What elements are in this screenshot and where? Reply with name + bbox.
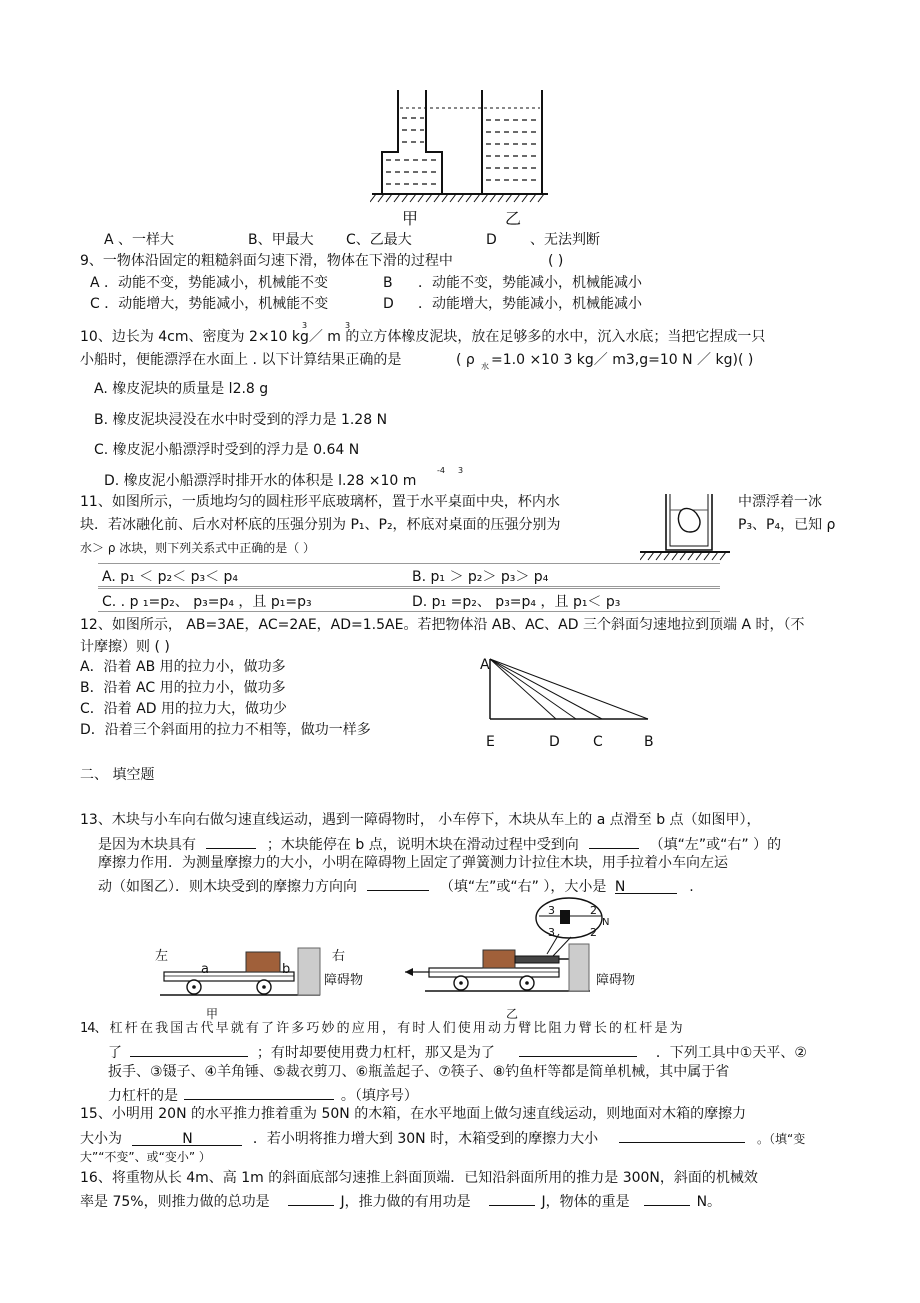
q8-option-d-text: 、无法判断 <box>530 232 600 248</box>
q12-option-a: A．沿着 AB 用的拉力小，做功多 <box>80 659 286 675</box>
q10-sup-3c: 3 <box>458 466 464 475</box>
q15-unit-n: N <box>182 1131 193 1147</box>
q11-stem-line1-right: 中漂浮着一冰 <box>738 494 822 510</box>
q15-blank-1[interactable] <box>132 1131 242 1146</box>
direction-right-label: 右 <box>332 949 346 964</box>
cart-figure-jia <box>160 944 330 1004</box>
q10-sup-3b: 3 <box>345 321 351 330</box>
q10-stem-line2: 小船时，便能漂浮在水面上 . 以下计算结果正确的是 <box>80 352 402 368</box>
q8-option-a: A 、一样大 <box>104 232 175 248</box>
q13-line4-b: （填“左”或“右” ），大小是 <box>439 879 607 895</box>
q11-option-a: A. p₁ ＜ p₂＜ p₃＜ p₄ <box>102 569 239 585</box>
q16-line1: 16、将重物从长 4m、高 1m 的斜面底部匀速推上斜面顶端．已知沿斜面所用的推力是 300N，斜面的机械效 <box>80 1170 758 1186</box>
q11-stem-line2-right: P₃、P₄，已知 ρ <box>738 517 836 533</box>
obstacle-label-yi: 障碍物 <box>596 973 636 988</box>
figure-label-jia: 甲 <box>402 209 419 228</box>
dial-tick-3b: 3 <box>548 926 555 939</box>
q15-line2-a: 大小为 <box>80 1131 122 1147</box>
q11-option-d: D. p₁ =p₂、 p₃=p₄ ，且 p₁＜ p₃ <box>412 594 621 610</box>
dial-tick-2: 2 <box>590 904 597 917</box>
incline-point-c: C <box>593 734 603 750</box>
q13-line4-a: 动（如图乙）．则木块受到的摩擦力方向向 <box>98 879 357 895</box>
q9-option-b: B <box>383 275 393 291</box>
q8-option-c: C、乙最大 <box>346 232 412 248</box>
figure-yi-caption: 乙 <box>506 1007 519 1021</box>
q13-line1: 13、木块与小车向右做匀速直线运动，遇到一障碍物时， 小车停下，木块从车上的 a 点滑至 b 点（如图甲）， <box>80 812 761 828</box>
q11-option-b: B. p₁ ＞ p₂＞ p₃＞ p₄ <box>412 569 549 585</box>
q9-stem: 9、一物体沿固定的粗糙斜面匀速下滑，物体在下滑的过程中 <box>80 253 453 269</box>
q14-line1: 14、 杠 杆 在 我 国 古 代 早 就 有 了 许 多 巧 妙 的 应 用 ， 有 时 人 们 使 用 动 力 臂 比 阻 力 臂 长 的 杠 杆 是 为 <box>80 1021 682 1036</box>
q16-line2-b: J，推力做的有用功是 <box>340 1194 471 1210</box>
q11-stem-line3: 水＞ ρ 冰块，则下列关系式中正确的是（ ） <box>80 541 316 555</box>
q9-option-b-text: ．动能不变，势能减小，机械能减小 <box>418 275 642 291</box>
q14-line3: 扳手、③镊子、④羊角锤、⑤裁衣剪刀、⑥瓶盖起子、⑦筷子、⑧钓鱼杆等都是简单机械，其中属于省 <box>108 1064 730 1080</box>
q10-stem-constants: =1.0 ×10 3 kg／ m3,g=10 N ／ kg)( ) <box>491 352 754 368</box>
q9-option-d-text: ．动能增大，势能减小，机械能减小 <box>418 296 642 312</box>
dial-unit-n: N <box>602 917 610 928</box>
q14-line2 <box>108 1042 807 1062</box>
incline-point-d: D <box>549 734 560 750</box>
dial-tick-3: 3 <box>548 904 555 917</box>
q15-line2-b: ．若小明将推力增大到 30N 时，木箱受到的摩擦力大小 <box>252 1131 599 1147</box>
q8-option-d: D <box>486 232 497 248</box>
q15-line2 <box>80 1128 805 1148</box>
point-a-label: a <box>201 962 209 977</box>
figure-jia-caption: 甲 <box>206 1007 219 1021</box>
q16-blank-1[interactable] <box>288 1191 334 1206</box>
q10-option-d: D. 橡皮泥小船漂浮时排开水的体积是 l.28 ×10 m <box>104 473 417 489</box>
q13-line2-a: 是因为木块具有 <box>98 837 196 853</box>
q13-line2-b: ；木块能停在 b 点，说明木块在滑动过程中受到向 <box>266 837 579 853</box>
q14-line2-c: ．下列工具中①天平、② <box>655 1045 807 1061</box>
q12-option-b: B．沿着 AC 用的拉力小，做功多 <box>80 680 286 696</box>
q14-blank-3[interactable] <box>184 1085 334 1100</box>
q16-blank-2[interactable] <box>489 1191 535 1206</box>
q16-line2-d: N。 <box>696 1194 722 1210</box>
q12-option-d: D．沿着三个斜面用的拉力不相等，做功一样多 <box>80 722 371 738</box>
q14-line2-b: ；有时却要使用费力杠杆，那又是为了 <box>256 1045 495 1061</box>
figure-label-yi: 乙 <box>505 209 522 228</box>
q13-blank-3[interactable] <box>367 876 429 891</box>
incline-point-e: E <box>486 734 495 750</box>
obstacle-label-jia: 障碍物 <box>324 973 364 988</box>
incline-point-b: B <box>644 734 654 750</box>
q12-stem-line1: 12、如图所示， AB=3AE，AC=2AE，AD=1.5AE。若把物体沿 AB、AC、AD 三个斜面匀速地拉到顶端 A 时，（不 <box>80 617 805 633</box>
q14-line4-a: 力杠杆的是 <box>108 1088 178 1104</box>
q10-option-a: A. 橡皮泥块的质量是 l2.8 g <box>94 381 269 397</box>
q9-option-c: C ．动能增大，势能减小，机械能不变 <box>90 296 329 312</box>
q16-line2 <box>80 1191 721 1211</box>
q11-stem-line2: 块．若冰融化前、后水对杯底的压强分别为 P₁、P₂，杯底对桌面的压强分别为 <box>80 517 561 533</box>
q14-blank-1[interactable] <box>130 1042 248 1057</box>
q13-blank-1[interactable] <box>206 834 256 849</box>
glass-with-ice-figure <box>640 490 730 562</box>
q13-line3: 摩擦力作用．为测量摩擦力的大小，小明在障碍物上固定了弹簧测力计拉住木块，用手拉着小车向左运 <box>98 855 728 871</box>
q13-blank-2[interactable] <box>589 834 639 849</box>
q10-rho-subscript: 水 <box>481 362 489 371</box>
q15-blank-2[interactable] <box>619 1128 745 1143</box>
q10-option-b: B. 橡皮泥块浸没在水中时受到的浮力是 1.28 N <box>94 412 388 428</box>
q10-sup-3a: 3 <box>302 321 308 330</box>
q14-line4-b: 。（填序号） <box>340 1088 418 1104</box>
incline-point-a: A <box>480 657 490 673</box>
point-b-label: b <box>282 962 291 977</box>
section-heading-fill-in: 二、 填空题 <box>80 767 155 783</box>
q8-option-b: B、甲最大 <box>248 232 314 248</box>
q15-line2-c: 。（填“变 <box>757 1132 806 1146</box>
q10-option-c: C. 橡皮泥小船漂浮时受到的浮力是 0.64 N <box>94 442 360 458</box>
q10-sup-neg4: -4 <box>437 466 445 475</box>
q16-line2-a: 率是 75%，则推力做的总功是 <box>80 1194 270 1210</box>
q14-line4 <box>108 1085 418 1105</box>
q11-option-c: C. . p ₁=p₂、 p₃=p₄ ，且 p₁=p₃ <box>102 594 312 610</box>
q9-option-d: D <box>383 296 394 312</box>
q10-stem-rho: ( ρ <box>456 352 475 368</box>
q15-line1: 15、小明用 20N 的水平推力推着重为 50N 的木箱，在水平地面上做匀速直线运动，则地面对木箱的摩擦力 <box>80 1106 747 1122</box>
q12-stem-line2: 计摩擦）则 ( ) <box>80 639 170 655</box>
containers-figure <box>370 86 550 226</box>
q15-line3: 大”“不变”、或“变小” ） <box>80 1150 211 1164</box>
q10-stem-line1: 10、边长为 4cm、密度为 2×10 kg／ m 的立方体橡皮泥块，放在足够多的水中，沉入水底；当把它捏成一只 <box>80 329 766 345</box>
direction-left-label: 左 <box>155 949 169 964</box>
q11-stem-line1: 11、如图所示，一质地均匀的圆柱形平底玻璃杯，置于水平桌面中央，杯内水 <box>80 494 560 510</box>
q9-answer-paren: ( ) <box>548 253 564 269</box>
q14-line2-a: 了 <box>108 1045 122 1061</box>
q13-unit-n: N <box>614 879 626 895</box>
dial-tick-2b: 2 <box>590 926 597 939</box>
q13-blank-4[interactable] <box>615 879 677 894</box>
q12-option-c: C．沿着 AD 用的拉力大，做功少 <box>80 701 288 717</box>
q13-line4: 动（如图乙）．则木块受到的摩擦力方向向 （填“左”或“右” ），大小是 N . <box>98 876 694 896</box>
q16-blank-3[interactable] <box>644 1191 690 1206</box>
q9-option-a: A ．动能不变，势能减小，机械能不变 <box>90 275 329 291</box>
q16-line2-c: J，物体的重是 <box>541 1194 630 1210</box>
inclines-figure <box>484 655 654 725</box>
q13-line2-c: （填“左”或“右” ）的 <box>649 837 782 853</box>
q14-blank-2[interactable] <box>519 1042 637 1057</box>
q13-line2 <box>98 834 781 854</box>
